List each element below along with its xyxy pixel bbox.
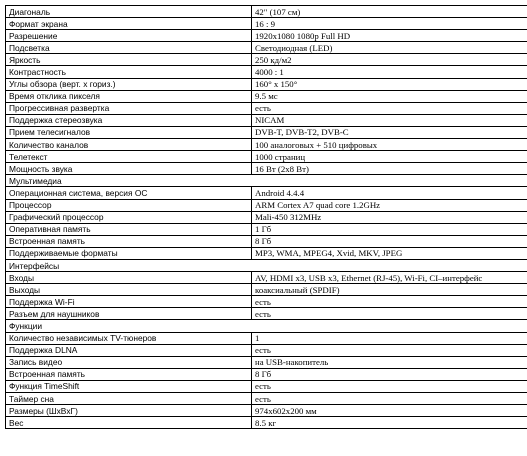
- spec-label: Встроенная память: [6, 235, 252, 247]
- spec-value: на USB-накопитель: [252, 356, 527, 368]
- spec-label: Телетекст: [6, 151, 252, 163]
- spec-row: [6, 272, 527, 284]
- spec-row: [6, 6, 527, 18]
- spec-label: Разрешение: [6, 30, 252, 42]
- spec-value: 1920x1080 1080p Full HD: [252, 30, 527, 42]
- section-title: Мультимедиа: [6, 175, 527, 187]
- spec-label: Прием телесигналов: [6, 126, 252, 138]
- spec-value: ARM Cortex A7 quad core 1.2GHz: [252, 199, 527, 211]
- spec-label: Контрастность: [6, 66, 252, 78]
- spec-row: [6, 235, 527, 247]
- spec-row: [6, 66, 527, 78]
- spec-value: есть: [252, 296, 527, 308]
- spec-row: [6, 54, 527, 66]
- spec-row: [6, 405, 527, 417]
- spec-label: Встроенная память: [6, 368, 252, 380]
- spec-value: коаксиальный (SPDIF): [252, 284, 527, 296]
- spec-row: [6, 18, 527, 30]
- spec-value: 1 Гб: [252, 223, 527, 235]
- spec-row: [6, 332, 527, 344]
- spec-label: Количество каналов: [6, 139, 252, 151]
- spec-row: [6, 90, 527, 102]
- section-header-row: [6, 259, 527, 271]
- spec-value: 8 Гб: [252, 368, 527, 380]
- spec-value: есть: [252, 308, 527, 320]
- section-title: Функции: [6, 320, 527, 332]
- spec-label: Диагональ: [6, 6, 252, 18]
- spec-row: [6, 356, 527, 368]
- spec-value: 974x602x200 мм: [252, 405, 527, 417]
- spec-value: есть: [252, 380, 527, 392]
- spec-label: Яркость: [6, 54, 252, 66]
- section-title: Интерфейсы: [6, 259, 527, 271]
- spec-table: [5, 5, 527, 429]
- spec-row: [6, 223, 527, 235]
- spec-table-body: [6, 6, 527, 429]
- spec-label: Графический процессор: [6, 211, 252, 223]
- spec-value: 8 Гб: [252, 235, 527, 247]
- spec-row: [6, 199, 527, 211]
- spec-label: Поддержка DLNA: [6, 344, 252, 356]
- spec-row: [6, 247, 527, 259]
- spec-row: [6, 308, 527, 320]
- spec-row: [6, 163, 527, 175]
- spec-label: Поддержка Wi-Fi: [6, 296, 252, 308]
- spec-value: 100 аналоговых + 510 цифровых: [252, 139, 527, 151]
- spec-row: [6, 78, 527, 90]
- spec-row: [6, 393, 527, 405]
- spec-label: Поддерживаемые форматы: [6, 247, 252, 259]
- section-header-row: [6, 320, 527, 332]
- spec-row: [6, 284, 527, 296]
- spec-value: 250 кд/м2: [252, 54, 527, 66]
- spec-label: Таймер сна: [6, 393, 252, 405]
- spec-value: Mali-450 312MHz: [252, 211, 527, 223]
- spec-row: [6, 368, 527, 380]
- spec-label: Разъем для наушников: [6, 308, 252, 320]
- spec-label: Размеры (ШxВxГ): [6, 405, 252, 417]
- section-header-row: [6, 175, 527, 187]
- spec-label: Запись видео: [6, 356, 252, 368]
- spec-value: NICAM: [252, 114, 527, 126]
- spec-value: 8.5 кг: [252, 417, 527, 429]
- spec-row: [6, 417, 527, 429]
- spec-row: [6, 296, 527, 308]
- spec-label: Поддержка стереозвука: [6, 114, 252, 126]
- spec-label: Оперативная память: [6, 223, 252, 235]
- spec-value: 16 : 9: [252, 18, 527, 30]
- spec-value: есть: [252, 393, 527, 405]
- spec-value: Android 4.4.4: [252, 187, 527, 199]
- spec-value: Светодиодная (LED): [252, 42, 527, 54]
- spec-row: [6, 30, 527, 42]
- spec-row: [6, 42, 527, 54]
- spec-value: AV, HDMI x3, USB x3, Ethernet (RJ-45), Wi-Fi, CI–интерфейс: [252, 272, 527, 284]
- spec-row: [6, 211, 527, 223]
- spec-row: [6, 102, 527, 114]
- spec-value: 42" (107 см): [252, 6, 527, 18]
- spec-value: 4000 : 1: [252, 66, 527, 78]
- spec-row: [6, 151, 527, 163]
- spec-value: есть: [252, 344, 527, 356]
- spec-value: 160° x 150°: [252, 78, 527, 90]
- spec-label: Операционная система, версия ОС: [6, 187, 252, 199]
- spec-row: [6, 114, 527, 126]
- spec-label: Подсветка: [6, 42, 252, 54]
- spec-label: Мощность звука: [6, 163, 252, 175]
- spec-value: 16 Вт (2x8 Вт): [252, 163, 527, 175]
- spec-label: Количество независимых TV-тюнеров: [6, 332, 252, 344]
- spec-row: [6, 126, 527, 138]
- spec-label: Формат экрана: [6, 18, 252, 30]
- spec-label: Вес: [6, 417, 252, 429]
- spec-value: MP3, WMA, MPEG4, Xvid, MKV, JPEG: [252, 247, 527, 259]
- spec-value: 9.5 мс: [252, 90, 527, 102]
- spec-value: 1: [252, 332, 527, 344]
- spec-label: Углы обзора (верт. x гориз.): [6, 78, 252, 90]
- spec-row: [6, 139, 527, 151]
- spec-row: [6, 187, 527, 199]
- spec-label: Процессор: [6, 199, 252, 211]
- spec-label: Входы: [6, 272, 252, 284]
- spec-label: Прогрессивная развертка: [6, 102, 252, 114]
- spec-label: Время отклика пикселя: [6, 90, 252, 102]
- spec-value: есть: [252, 102, 527, 114]
- spec-row: [6, 380, 527, 392]
- spec-label: Функция TimeShift: [6, 380, 252, 392]
- spec-value: DVB-T, DVB-T2, DVB-C: [252, 126, 527, 138]
- spec-row: [6, 344, 527, 356]
- spec-label: Выходы: [6, 284, 252, 296]
- spec-value: 1000 страниц: [252, 151, 527, 163]
